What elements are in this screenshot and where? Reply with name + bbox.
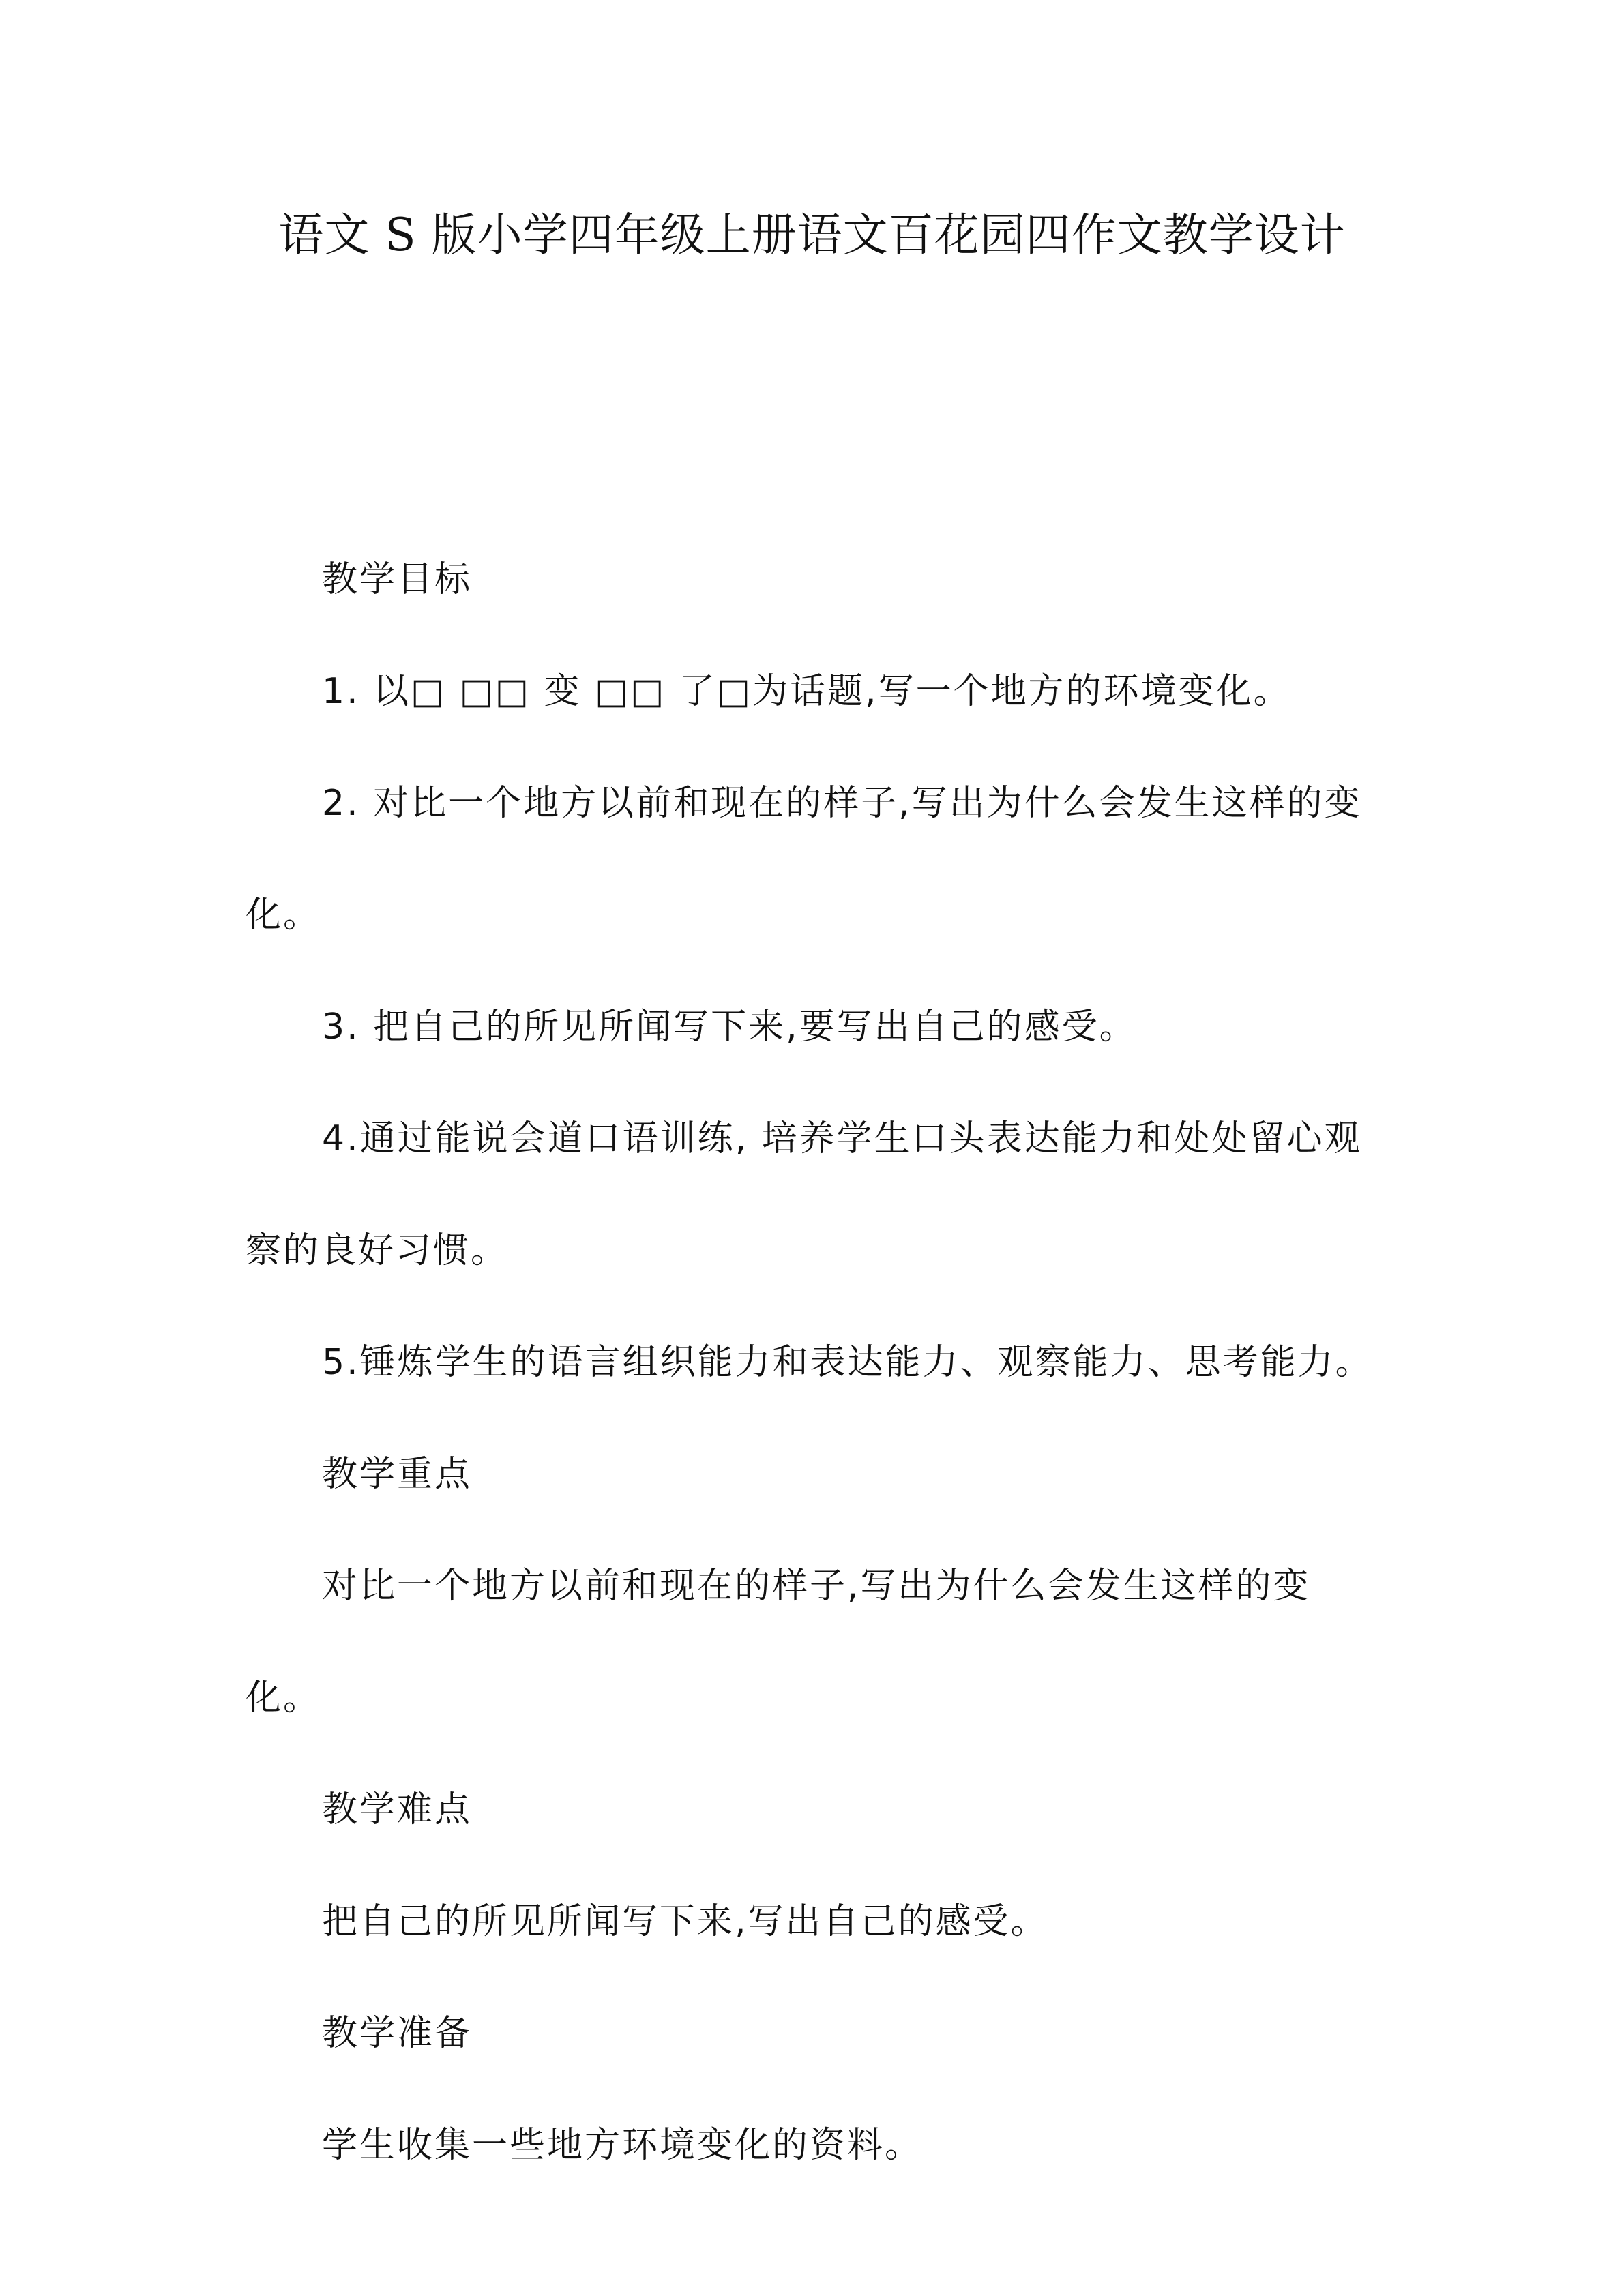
objectives-heading: 教学目标 — [322, 559, 473, 600]
objective-item-1: 1. 以□ □□ 变 □□ 了□为话题,写一个地方的环境变化。 — [322, 671, 1291, 712]
preparation-text: 学生收集一些地方环境变化的资料。 — [322, 2125, 923, 2166]
document-title: 语文 S 版小学四年级上册语文百花园四作文教学设计 — [278, 209, 1346, 261]
difficulties-heading: 教学难点 — [322, 1789, 473, 1830]
objective-item-5: 5.锤炼学生的语言组织能力和表达能力、观察能力、思考能力。 — [322, 1342, 1373, 1383]
key-points-text: 对比一个地方以前和现在的样子,写出为什么会发生这样的变化。 — [246, 1566, 1311, 1718]
objective-item-2: 2. 对比一个地方以前和现在的样子,写出为什么会发生这样的变化。 — [246, 783, 1362, 936]
objective-item-4: 4.通过能说会道口语训练, 培养学生口头表达能力和处处留心观察的良好习惯。 — [246, 1118, 1362, 1271]
document-body — [246, 524, 1378, 2201]
key-points-heading: 教学重点 — [322, 1454, 473, 1495]
preparation-heading: 教学准备 — [322, 2013, 473, 2054]
objective-item-3: 3. 把自己的所见所闻写下来,要写出自己的感受。 — [322, 1007, 1137, 1047]
difficulties-text: 把自己的所见所闻写下来,写出自己的感受。 — [322, 1901, 1048, 1942]
